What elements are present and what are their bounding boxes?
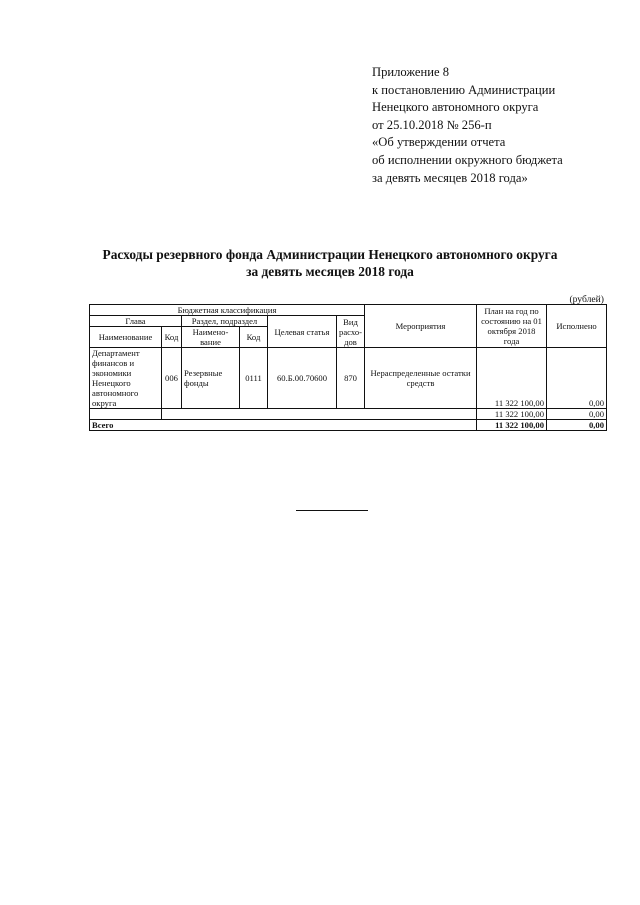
appendix-line: за девять месяцев 2018 года» xyxy=(372,170,528,185)
cell-executed: 0,00 xyxy=(547,348,607,409)
header-budget-classification: Бюджетная классификация xyxy=(90,305,365,316)
header-target-article: Целевая статья xyxy=(268,316,337,348)
appendix-line: «Об утверждении отчета xyxy=(372,135,506,150)
units-label: (рублей) xyxy=(569,294,604,305)
cell-glava-name: Департамент финансов и экономики Ненецкого автономного округа xyxy=(90,348,162,409)
header-glava: Глава xyxy=(90,316,182,327)
appendix-line: от 25.10.2018 № 256-п xyxy=(372,117,492,132)
appendix-line: к постановлению Администрации xyxy=(372,82,556,97)
total-executed: 0,00 xyxy=(547,420,607,431)
subtotal-executed: 0,00 xyxy=(547,409,607,420)
header-expense-type: Вид расхо-дов xyxy=(337,316,365,348)
appendix-line: об исполнении окружного бюджета xyxy=(372,152,563,167)
header-executed: Исполнено xyxy=(547,305,607,348)
total-row xyxy=(90,420,607,431)
subtotal-blank xyxy=(90,409,162,420)
appendix-line: Ненецкого автономного округа xyxy=(372,100,539,115)
header-glava-name: Наименование xyxy=(90,327,162,348)
cell-plan: 11 322 100,00 xyxy=(477,348,547,409)
cell-razdel-code: 0111 xyxy=(240,348,268,409)
total-label: Всего xyxy=(90,420,477,431)
header-razdel: Раздел, подраздел xyxy=(182,316,268,327)
divider-line xyxy=(296,510,368,511)
appendix-block xyxy=(372,64,622,187)
reserve-fund-table xyxy=(89,304,607,431)
header-razdel-code: Код xyxy=(240,327,268,348)
cell-event: Нераспределенные остатки средств xyxy=(365,348,477,409)
subtotal-blank-span xyxy=(162,409,477,420)
appendix-line: Приложение 8 xyxy=(372,65,450,79)
header-razdel-name: Наимено-вание xyxy=(182,327,240,348)
header-plan: План на год по состоянию на 01 октября 2018 года xyxy=(477,305,547,348)
subtotal-plan: 11 322 100,00 xyxy=(477,409,547,420)
cell-glava-code: 006 xyxy=(162,348,182,409)
header-events: Мероприятия xyxy=(365,305,477,348)
total-plan: 11 322 100,00 xyxy=(477,420,547,431)
table-row xyxy=(90,348,607,409)
cell-razdel-name: Резервные фонды xyxy=(182,348,240,409)
document-subtitle: за девять месяцев 2018 года xyxy=(246,264,414,279)
cell-expense-type: 870 xyxy=(337,348,365,409)
subtotal-row xyxy=(90,409,607,420)
cell-target-article: 60.Б.00.70600 xyxy=(268,348,337,409)
header-glava-code: Код xyxy=(162,327,182,348)
document-title: Расходы резервного фонда Администрации Ненецкого автономного округа xyxy=(102,247,558,262)
